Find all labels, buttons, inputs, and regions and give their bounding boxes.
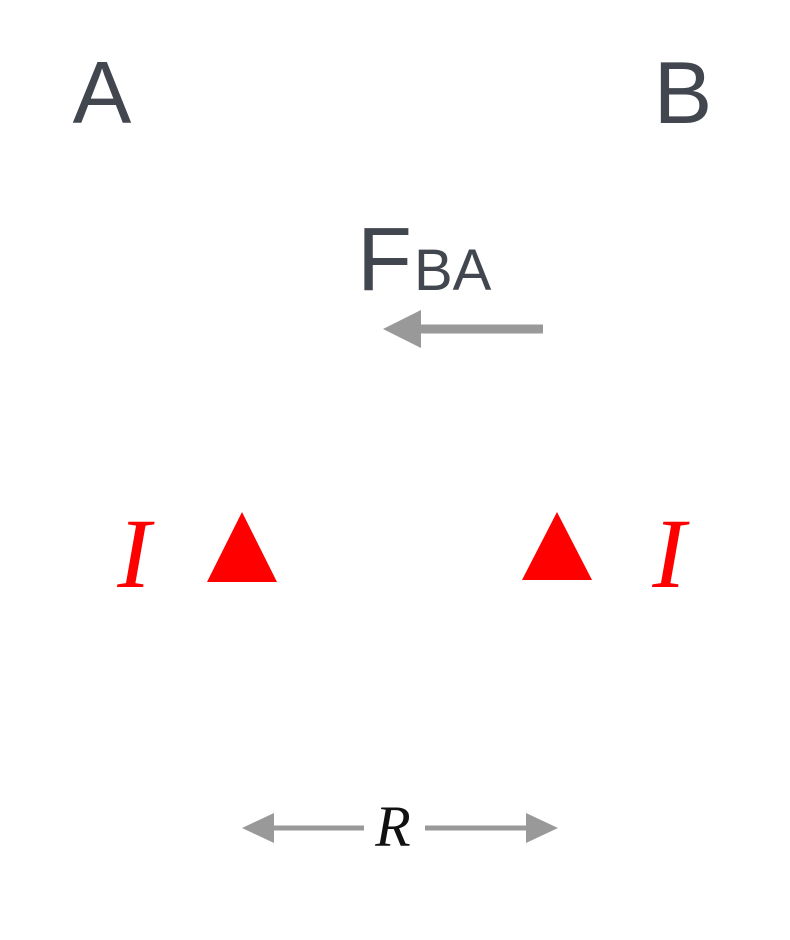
current-arrow-a-icon <box>207 512 277 582</box>
wire-a-label: A <box>72 43 132 142</box>
force-label <box>357 210 492 310</box>
current-a-label: I <box>117 498 151 609</box>
separation-label: R <box>375 794 411 859</box>
force-symbol: F <box>357 210 412 310</box>
current-arrow-b-icon <box>522 512 592 580</box>
force-subscript: BA <box>413 238 492 303</box>
force-arrow-icon <box>383 310 543 348</box>
current-b-label: I <box>652 498 686 609</box>
wire-b-label: B <box>653 43 713 142</box>
